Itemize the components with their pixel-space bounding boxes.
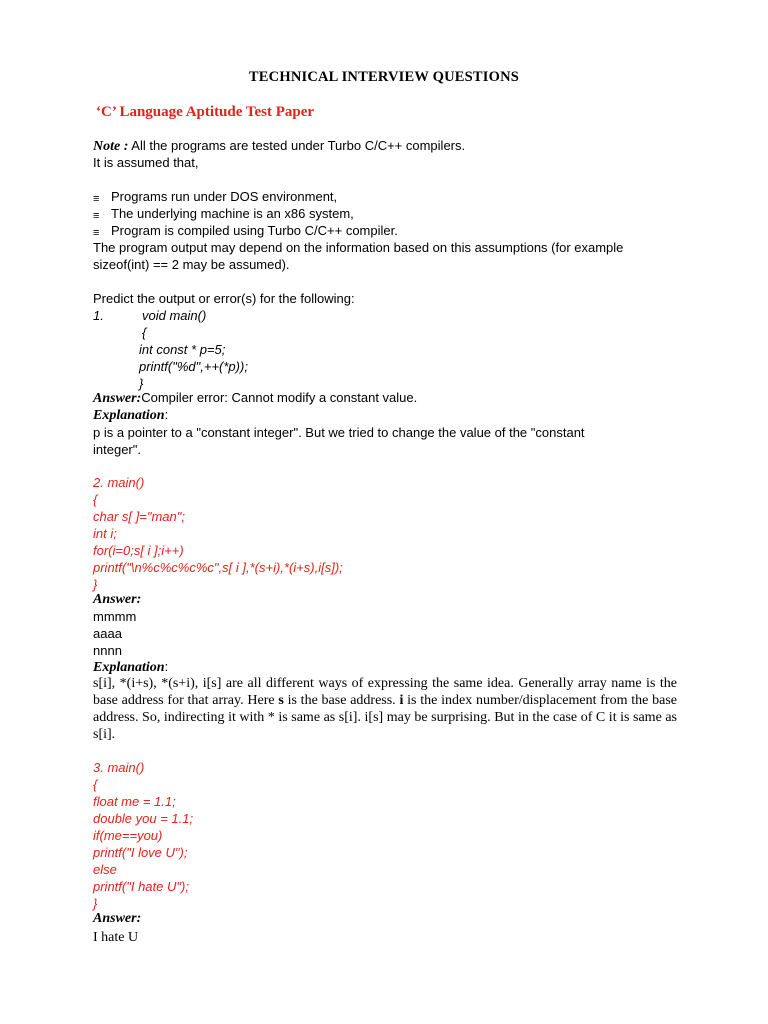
code-line: printf("\n%c%c%c%c",s[ i ],*(s+i),*(i+s),i[s]);: [93, 560, 343, 575]
code-line: for(i=0;s[ i ];i++): [93, 543, 184, 558]
answer-label: Answer:: [93, 592, 142, 607]
code-line: if(me==you): [93, 828, 163, 843]
bullet-text: Programs run under DOS environment,: [111, 189, 338, 204]
answer-output: I hate U: [93, 930, 139, 945]
note-text: All the programs are tested under Turbo C/C++ compilers.: [128, 138, 466, 153]
note-label: Note :: [93, 139, 129, 154]
code-line: 2. main(): [93, 475, 145, 490]
code-line: 3. main(): [93, 760, 145, 775]
explanation-heading: Explanation:: [93, 407, 169, 423]
output-note-line: sizeof(int) == 2 may be assumed).: [93, 257, 290, 272]
code-line: printf("I hate U");: [93, 879, 189, 894]
code-line: else: [93, 862, 117, 877]
code-line: char s[ ]="man";: [93, 509, 185, 524]
q1-number: 1.: [93, 308, 104, 323]
code-line: }: [93, 896, 98, 911]
answer-text: Compiler error: Cannot modify a constant value.: [141, 390, 418, 405]
answer-output: nnnn: [93, 643, 122, 658]
explanation-label: Explanation: [93, 408, 165, 423]
code-line: printf("%d",++(*p));: [139, 359, 248, 374]
bullet-text: The underlying machine is an x86 system,: [111, 206, 354, 221]
answer-label: Answer:: [93, 911, 142, 926]
explanation-heading: Explanation:: [93, 659, 169, 675]
code-line: int i;: [93, 526, 117, 541]
explanation-text: p is a pointer to a "constant integer". But we tried to change the value of the "constant: [93, 425, 585, 440]
code-line: }: [139, 376, 144, 391]
answer-line: [93, 389, 417, 407]
code-line: {: [93, 492, 98, 507]
answer-output: mmmm: [93, 609, 137, 624]
note-line: [93, 137, 465, 155]
predict-heading: Predict the output or error(s) for the following:: [93, 291, 355, 306]
explanation-paragraph: s[i], *(i+s), *(s+i), i[s] are all different ways of expressing the same idea. Generally array name is the base address for that array. Here s is the base address. i is the index number/displacement from the base address. So, indirecting it with * is same as s[i]. i[s] may be surprising. But in the case of C it is same as s[i].: [93, 676, 677, 742]
answer-output: aaaa: [93, 626, 122, 641]
output-note-line: The program output may depend on the information based on this assumptions (for example: [93, 240, 624, 255]
code-line: float me = 1.1;: [93, 794, 176, 809]
explanation-label: Explanation: [93, 660, 165, 675]
bullet-icon: ≡: [93, 210, 100, 222]
code-line: printf("I love U");: [93, 845, 188, 860]
page-title: TECHNICAL INTERVIEW QUESTIONS: [248, 69, 520, 85]
answer-label: Answer:: [93, 391, 142, 406]
code-line: double you = 1.1;: [93, 811, 194, 826]
code-line: int const * p=5;: [139, 342, 226, 357]
bullet-text: Program is compiled using Turbo C/C++ compiler.: [111, 223, 398, 238]
bullet-icon: ≡: [93, 193, 100, 205]
subtitle: ‘C’ Language Aptitude Test Paper: [96, 104, 315, 120]
explanation-text: integer".: [93, 442, 141, 457]
code-line: void main(): [142, 308, 207, 323]
bullet-icon: ≡: [93, 227, 100, 239]
assumed-line: It is assumed that,: [93, 155, 199, 170]
code-line: {: [142, 325, 147, 340]
code-line: }: [93, 577, 98, 592]
code-line: {: [93, 777, 98, 792]
